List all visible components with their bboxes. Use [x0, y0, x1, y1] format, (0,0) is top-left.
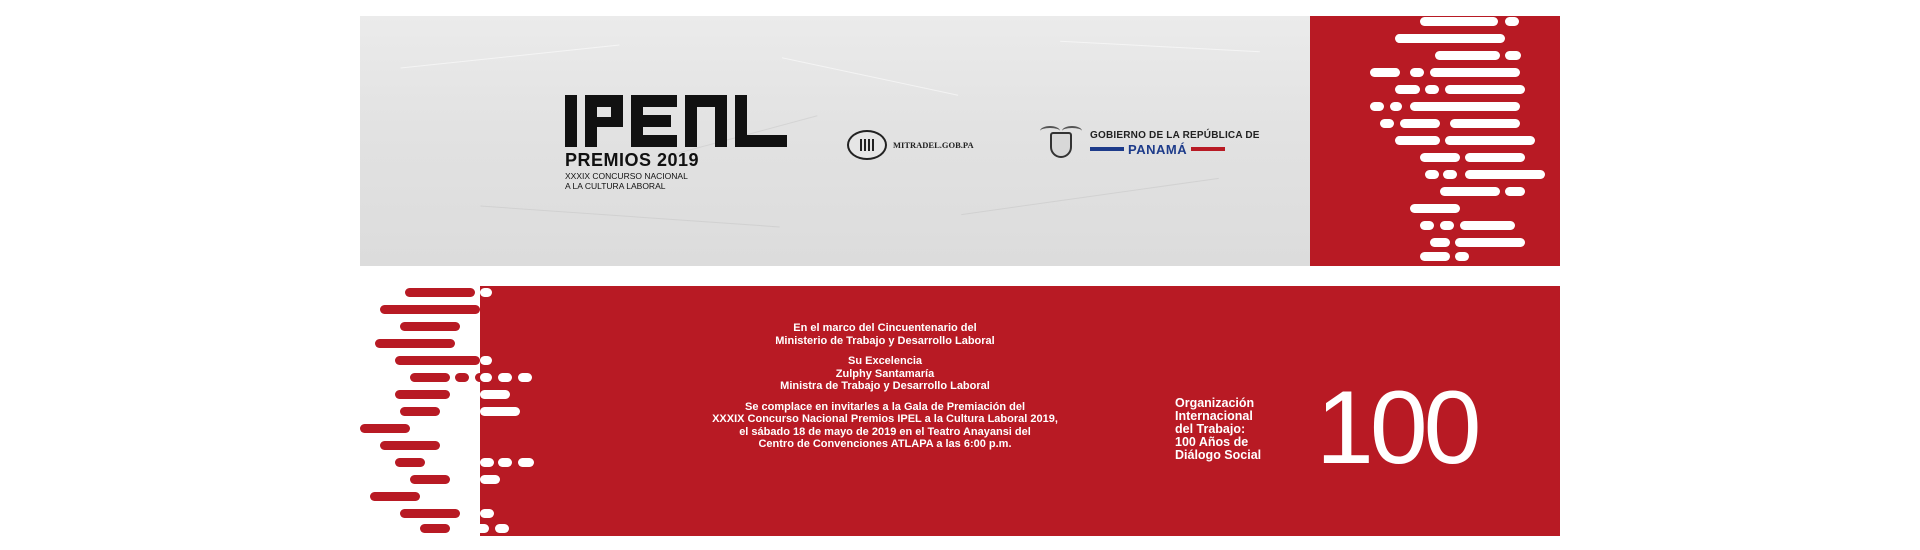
decorative-dash — [1400, 119, 1440, 128]
gobierno-logo — [1038, 124, 1260, 162]
decorative-dash — [1460, 221, 1515, 230]
invitation-text — [640, 322, 1130, 459]
decorative-dash — [1420, 153, 1460, 162]
decorative-dash — [1455, 238, 1525, 247]
host-line-1: Su Excelencia — [848, 355, 922, 367]
decorative-dash — [480, 356, 492, 365]
decorative-dash — [1395, 85, 1420, 94]
decorative-dash — [1425, 85, 1439, 94]
decorative-dash — [380, 305, 480, 314]
ministry-seal-icon — [847, 130, 887, 160]
decorative-dash — [375, 339, 455, 348]
details-line-3: el sábado 18 de mayo de 2019 en el Teatro Anayansi del — [739, 425, 1031, 438]
decorative-dash — [495, 524, 509, 533]
decorative-dash — [1410, 68, 1424, 77]
decorative-dash — [480, 458, 494, 467]
ipel-logo — [565, 95, 787, 147]
oit-anniversary-text — [1175, 397, 1315, 462]
flag-red-bar — [1191, 147, 1225, 151]
decorative-dash — [400, 407, 440, 416]
decorative-dash — [480, 407, 520, 416]
oit-line-3: del Trabajo: — [1175, 422, 1246, 436]
decorative-dash — [1440, 187, 1500, 196]
decorative-dash — [498, 373, 512, 382]
decorative-dash — [480, 475, 500, 484]
decorative-dash — [1380, 119, 1394, 128]
details-line-2: XXXIX Concurso Nacional Premios IPEL a la Cultura Laboral 2019, — [712, 413, 1058, 425]
oit-100-number: 100 — [1316, 370, 1478, 486]
decorative-dash — [1443, 170, 1457, 179]
decorative-dash — [1395, 34, 1505, 43]
decorative-dash — [1505, 187, 1525, 196]
decorative-dash — [518, 373, 532, 382]
decorative-dash — [405, 288, 475, 297]
host-line-2: Zulphy Santamaría — [835, 367, 935, 380]
gobierno-label: GOBIERNO DE LA REPÚBLICA DE — [1090, 129, 1260, 141]
decorative-dash — [1420, 221, 1434, 230]
premios-title: PREMIOS 2019 — [565, 150, 700, 170]
decorative-dash — [480, 509, 494, 518]
decorative-dash — [518, 458, 534, 467]
intro-line-2: Ministerio de Trabajo y Desarrollo Laboral — [775, 334, 995, 347]
decorative-dash — [1445, 85, 1525, 94]
oit-line-4: 100 Años de — [1175, 435, 1249, 449]
concurso-line-1: XXXIX CONCURSO NACIONAL — [565, 171, 688, 181]
panama-label: PANAMÁ — [1128, 141, 1188, 157]
concurso-line-2: A LA CULTURA LABORAL — [565, 181, 666, 191]
decorative-dash — [1450, 119, 1520, 128]
host-line-3: Ministra de Trabajo y Desarrollo Laboral — [780, 380, 990, 392]
decorative-dash — [1505, 17, 1519, 26]
decorative-dash — [1430, 238, 1450, 247]
decorative-dash — [1395, 136, 1440, 145]
decorative-dash — [410, 475, 450, 484]
decorative-dash — [480, 288, 492, 297]
decorative-dash — [1435, 51, 1500, 60]
invitation-intro — [640, 322, 1130, 347]
mitradel-logo — [847, 130, 974, 160]
flag-blue-bar — [1090, 147, 1124, 151]
oit-line-2: Internacional — [1175, 409, 1253, 423]
coat-of-arms-icon — [1038, 124, 1084, 162]
oit-line-1: Organización — [1175, 396, 1255, 410]
decorative-dash — [1465, 170, 1545, 179]
decorative-dash — [1390, 102, 1402, 111]
concurso-subtitle — [565, 171, 765, 191]
decorative-dash — [395, 390, 450, 399]
decorative-dash — [498, 458, 512, 467]
invitation-details — [640, 401, 1130, 451]
details-line-1: Se complace en invitarles a la Gala de Premiación del — [744, 400, 1026, 413]
decorative-dash — [1410, 204, 1460, 213]
decorative-dash — [1425, 170, 1439, 179]
decorative-dash — [400, 322, 460, 331]
invitation-host — [640, 355, 1130, 393]
decorative-dash — [1430, 68, 1520, 77]
decorative-dash — [1420, 17, 1498, 26]
decorative-dash — [1445, 136, 1535, 145]
oit-line-5: Diálogo Social — [1175, 448, 1262, 462]
decorative-dash — [1370, 68, 1400, 77]
intro-line-1: En el marco del Cincuentenario del — [793, 322, 977, 334]
decorative-dash — [360, 424, 410, 433]
decorative-dash — [395, 356, 480, 365]
decorative-dash — [400, 509, 460, 518]
decorative-dash — [1440, 221, 1454, 230]
decorative-dash — [480, 390, 510, 399]
decorative-dash — [420, 524, 450, 533]
mitradel-url: MITRADEL.GOB.PA — [893, 140, 974, 150]
decorative-dash — [1410, 102, 1520, 111]
decorative-dash — [370, 492, 420, 501]
decorative-dash — [475, 524, 489, 533]
decorative-dash — [1455, 252, 1469, 261]
decorative-dash — [1465, 153, 1525, 162]
decorative-dash — [1370, 102, 1384, 111]
decorative-dash — [1505, 51, 1521, 60]
decorative-dash — [380, 441, 440, 450]
details-line-4: Centro de Convenciones ATLAPA a las 6:00 p.m. — [758, 438, 1012, 450]
decorative-dash — [1420, 252, 1450, 261]
decorative-dash — [455, 373, 469, 382]
decorative-dash — [410, 373, 450, 382]
decorative-dash — [395, 458, 425, 467]
decorative-dash — [480, 373, 492, 382]
